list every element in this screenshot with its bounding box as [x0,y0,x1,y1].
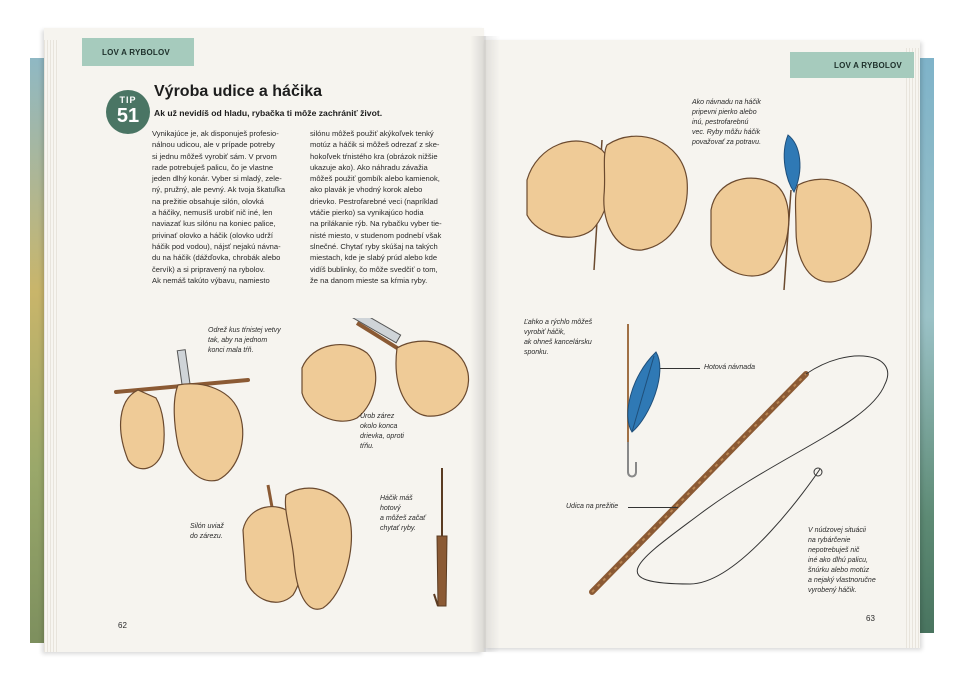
caption-cut-branch [208,326,281,356]
body-text-line: si jednu môžeš vyrobiť sám. V prvom [152,151,277,161]
caption-line: vyrobiť háčik, [524,329,566,336]
body-text-line: nisté miesto, v studenom podnebí však [310,230,442,240]
label-rod: Udica na prežitie [566,503,619,510]
body-text-line: hokoľvek tŕnistého kra (obrázok nižšie [310,151,438,161]
label-lure: Hotová návnada [704,364,755,371]
body-text-line: že na danom mieste sa kŕmia ryby. [310,275,428,285]
body-text-line: slnečné. Chytať ryby skúšaj na takých [310,241,438,251]
book-gutter [470,36,500,652]
page-edges-left [44,40,58,652]
caption-line: Odrež kus tŕnistej vetvy [208,327,281,334]
caption-line: na rybárčenie [808,537,851,544]
body-text-line: privinať olovko a háčik (olovko udrží [152,230,274,240]
section-tab-left-label: LOV A RYBOLOV [102,47,170,57]
caption-line: tak, aby na jednom [208,337,268,344]
caption-line: nepotrebuješ nič [808,547,860,554]
tip-number: 51 [116,105,140,127]
body-text-line: háčik pod vodou), nájsť nejakú návna- [152,241,281,251]
caption-line: Ako návnadu na háčik [692,99,761,106]
caption-line: šnúrku alebo motúz [808,567,870,574]
illustration-hands-holding-hook [522,120,692,270]
caption-line: chytať ryby. [380,525,416,532]
caption-line: tŕňu. [360,443,375,450]
page-number-left: 62 [118,621,127,630]
body-text-line: du na háčik (dážďovka, chrobák alebo [152,253,281,263]
caption-line: a môžeš začať [380,515,426,522]
caption-line: iné ako dlhú palicu, [808,557,868,564]
caption-line: pripevni pierko alebo [692,109,757,116]
caption-line: vyrobený háčik. [808,587,857,594]
section-tab-right-label: LOV A RYBOLOV [834,60,902,70]
body-text-line: vidíš bublinky, čo môže svedčiť o tom, [310,264,438,274]
caption-line: do zárezu. [190,533,223,540]
body-text-line: ako plavák je vhodný korok alebo [310,185,423,195]
body-text-line: jeden dlhý konár. Vyber si mladý, zele- [152,174,282,184]
body-text-line: drievko. Pestrofarebné veci (napríklad [310,196,438,206]
body-text-line: rade potrebuješ palicu, čo je vlastne [152,162,274,172]
body-text-line: miestach, kde je slabý prúd alebo kde [310,253,438,263]
caption-line: V núdzovej situácii [808,527,866,534]
tip-number-badge [106,90,150,134]
section-tab-left [82,38,194,66]
caption-line: okolo konca [360,423,398,430]
page-subtitle: Ak už nevidíš od hladu, rybačka ti môže zachrániť život. [154,108,383,118]
caption-line: a nejaký vlastnoručne [808,577,876,584]
caption-line: Silón uviaž [190,523,224,530]
body-text-line: ný, pružný, ale pevný. Ak tvoja škatuľka [152,185,286,195]
illustration-tying-line [238,480,358,615]
body-text-line: motúz a háčik si môžeš odrezať z ske- [310,140,440,150]
caption-line: ak ohneš kancelársku [524,339,592,346]
body-text-line: môžeš použiť gombík alebo kamienok, [310,174,440,184]
caption-line: sponku. [524,349,549,356]
section-tab-right [790,52,914,78]
caption-line: konci mala tŕň. [208,347,254,354]
caption-line: Ľahko a rýchlo môžeš [524,319,593,326]
body-text-column-1 [152,128,285,286]
body-text-line: a háčiky, nemusíš urobiť nič iné, len [152,208,273,218]
body-text-line: naviazať kus silónu na koniec palice, [152,219,276,229]
caption-line: vec. Ryby môžu háčik [692,129,761,136]
rod-leader-line [628,507,678,508]
page-edges-right [906,48,920,648]
caption-line: inú, pestrofarebnú [692,119,749,126]
body-text-line: vtáčie pierko) sa vynikajúco hodia [310,208,424,218]
body-text-line: na prilákanie rýb. Na rybačku vyber tie- [310,219,442,229]
caption-ready [380,494,426,534]
caption-line: hotový [380,505,401,512]
caption-line: považovať za potravu. [692,139,762,146]
body-text-line: červík) a si pripravený na rybolov. [152,264,265,274]
tip-label: TIP [119,95,137,105]
body-text-line: na prežitie obsahuje silón, olovká [152,196,264,206]
caption-line: Háčik máš [380,495,413,502]
caption-notch [360,412,404,452]
illustration-cutting-branch [108,340,258,490]
illustration-finished-hook [428,466,458,616]
body-text-line: Vynikajúce je, ak disponuješ profesio- [152,129,279,138]
body-text-line: ukazuje ako). Ako náhradu závažia [310,162,428,172]
caption-emergency [808,526,876,596]
caption-bait [692,98,761,148]
body-text-line: nálnou udicou, ale v prípade potreby [152,140,275,150]
body-text-column-2 [310,128,442,286]
illustration-hands-tying-feather [706,130,876,290]
body-text-line: Ak nemáš takúto výbavu, namiesto [152,275,270,285]
page-title: Výroba udice a háčika [154,83,323,100]
caption-tie [190,522,224,542]
body-text-line: silónu môžeš použiť akýkoľvek tenký [310,129,434,138]
page-number-right: 63 [866,614,875,623]
caption-line: Urob zárez [360,413,395,420]
caption-line: drievka, oproti [360,433,404,440]
